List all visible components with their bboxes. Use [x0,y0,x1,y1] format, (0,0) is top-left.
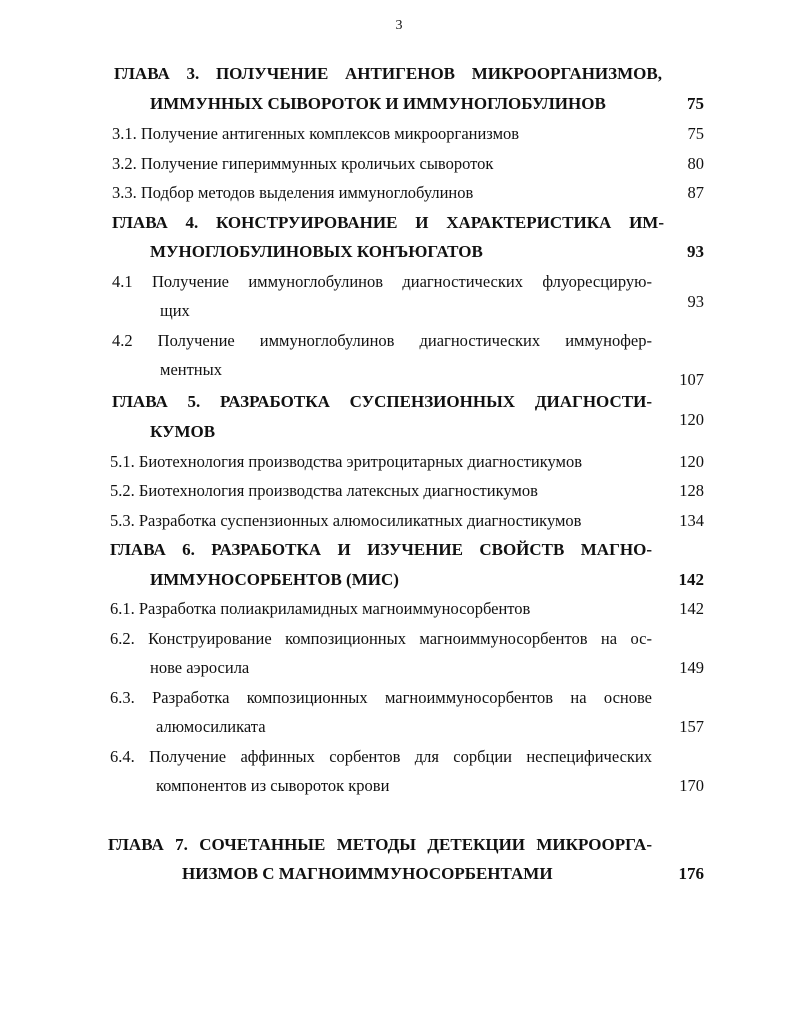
toc-chapter-7-line-2 [0,862,798,886]
toc-chapter-4-line-1 [0,211,798,235]
toc-section-6-4-title: 6.4. Получение аффинных сорбентов для сорбции неспецифических [110,747,652,766]
toc-section-4-2-line-1 [0,329,798,353]
toc-section-3-2-title: 3.2. Получение гипериммунных кроличьих сывороток [112,154,494,173]
toc-section-6-1-title: 6.1. Разработка полиакриламидных магноиммуносорбентов [110,599,531,618]
toc-chapter-7-title-cont: НИЗМОВ С МАГНОИММУНОСОРБЕНТАМИ [182,864,553,883]
toc-chapter-4-page: 93 [687,242,704,261]
toc-chapter-5-page-row [0,408,798,432]
toc-section-6-4-line-2 [0,774,798,798]
toc-section-6-3-line-2 [0,715,798,739]
toc-section-4-2-page: 107 [679,370,704,389]
toc-section-5-3-title: 5.3. Разработка суспензионных алюмосиликатных диагностикумов [110,511,582,530]
toc-section-5-3-page: 134 [679,511,704,530]
toc-chapter-7-line-1 [0,833,798,857]
toc-chapter-3-title-cont: ИММУННЫХ СЫВОРОТОК И ИММУНОГЛОБУЛИНОВ [150,94,606,113]
toc-section-6-4-page: 170 [679,776,704,795]
toc-section-4-2-title: 4.2 Получение иммуноглобулинов диагностических иммунофер- [112,331,652,350]
toc-section-6-2-page: 149 [679,658,704,677]
toc-chapter-5-title: ГЛАВА 5. РАЗРАБОТКА СУСПЕНЗИОННЫХ ДИАГНОСТИ- [112,392,652,411]
toc-section-3-2 [0,152,798,176]
toc-chapter-4-title-cont: МУНОГЛОБУЛИНОВЫХ КОНЪЮГАТОВ [150,242,483,261]
toc-chapter-4-line-2 [0,240,798,264]
toc-section-3-3 [0,181,798,205]
toc-section-6-2-line-1 [0,627,798,651]
toc-chapter-6-line-1 [0,538,798,562]
toc-section-6-4-line-1 [0,745,798,769]
toc-chapter-3-line-2 [0,92,798,116]
toc-chapter-6-title-cont: ИММУНОСОРБЕНТОВ (МИС) [150,570,399,589]
toc-section-5-3 [0,509,798,533]
toc-section-3-2-page: 80 [687,154,704,173]
toc-chapter-6-title: ГЛАВА 6. РАЗРАБОТКА И ИЗУЧЕНИЕ СВОЙСТВ МАГНО- [110,540,652,559]
toc-section-6-3-line-1 [0,686,798,710]
toc-section-4-1-title: 4.1 Получение иммуноглобулинов диагностических флуоресцирую- [112,272,652,291]
toc-section-5-1-page: 120 [679,452,704,471]
toc-chapter-6-page: 142 [678,570,704,589]
toc-chapter-7-page: 176 [678,864,704,883]
toc-section-6-2-title-cont: нове аэросила [150,658,250,677]
toc-chapter-4-title: ГЛАВА 4. КОНСТРУИРОВАНИЕ И ХАРАКТЕРИСТИКА ИМ- [112,213,664,232]
toc-section-5-2 [0,479,798,503]
toc-chapter-7-title: ГЛАВА 7. СОЧЕТАННЫЕ МЕТОДЫ ДЕТЕКЦИИ МИКРООРГА- [108,835,652,854]
toc-section-6-3-title-cont: алюмосиликата [156,717,266,736]
toc-section-6-3-page: 157 [679,717,704,736]
toc-section-3-3-page: 87 [687,183,704,202]
toc-section-4-2-title-cont: ментных [160,360,222,379]
toc-section-3-1-page: 75 [687,124,704,143]
toc-section-6-3-title: 6.3. Разработка композиционных магноиммуносорбентов на основе [110,688,652,707]
toc-section-4-1-page: 93 [687,292,704,311]
toc-section-5-1-title: 5.1. Биотехнология производства эритроцитарных диагностикумов [110,452,582,471]
page-number: 3 [395,18,403,33]
toc-section-6-2-line-2 [0,656,798,680]
toc-chapter-5-title-cont: КУМОВ [150,422,216,441]
toc-chapter-5-page: 120 [679,410,704,429]
toc-chapter-3-page: 75 [687,94,704,113]
toc-section-6-4-title-cont: компонентов из сывороток крови [156,776,390,795]
toc-section-4-2-page-row [0,368,798,392]
toc-section-6-2-title: 6.2. Конструирование композиционных магноиммуносорбентов на ос- [110,629,652,648]
toc-section-5-2-title: 5.2. Биотехнология производства латексных диагностикумов [110,481,538,500]
toc-section-5-2-page: 128 [679,481,704,500]
toc-section-6-1 [0,597,798,621]
toc-section-4-1-page-row [0,290,798,314]
toc-chapter-6-line-2 [0,568,798,592]
toc-section-3-3-title: 3.3. Подбор методов выделения иммуноглобулинов [112,183,474,202]
toc-section-4-1-title-cont: щих [160,301,190,320]
toc-chapter-3-line-1 [0,62,798,86]
toc-section-3-1-title: 3.1. Получение антигенных комплексов микроорганизмов [112,124,520,143]
toc-section-6-1-page: 142 [679,599,704,618]
toc-chapter-3-title: ГЛАВА 3. ПОЛУЧЕНИЕ АНТИГЕНОВ МИКРООРГАНИЗМОВ, [114,64,662,83]
toc-section-3-1 [0,122,798,146]
toc-section-5-1 [0,450,798,474]
